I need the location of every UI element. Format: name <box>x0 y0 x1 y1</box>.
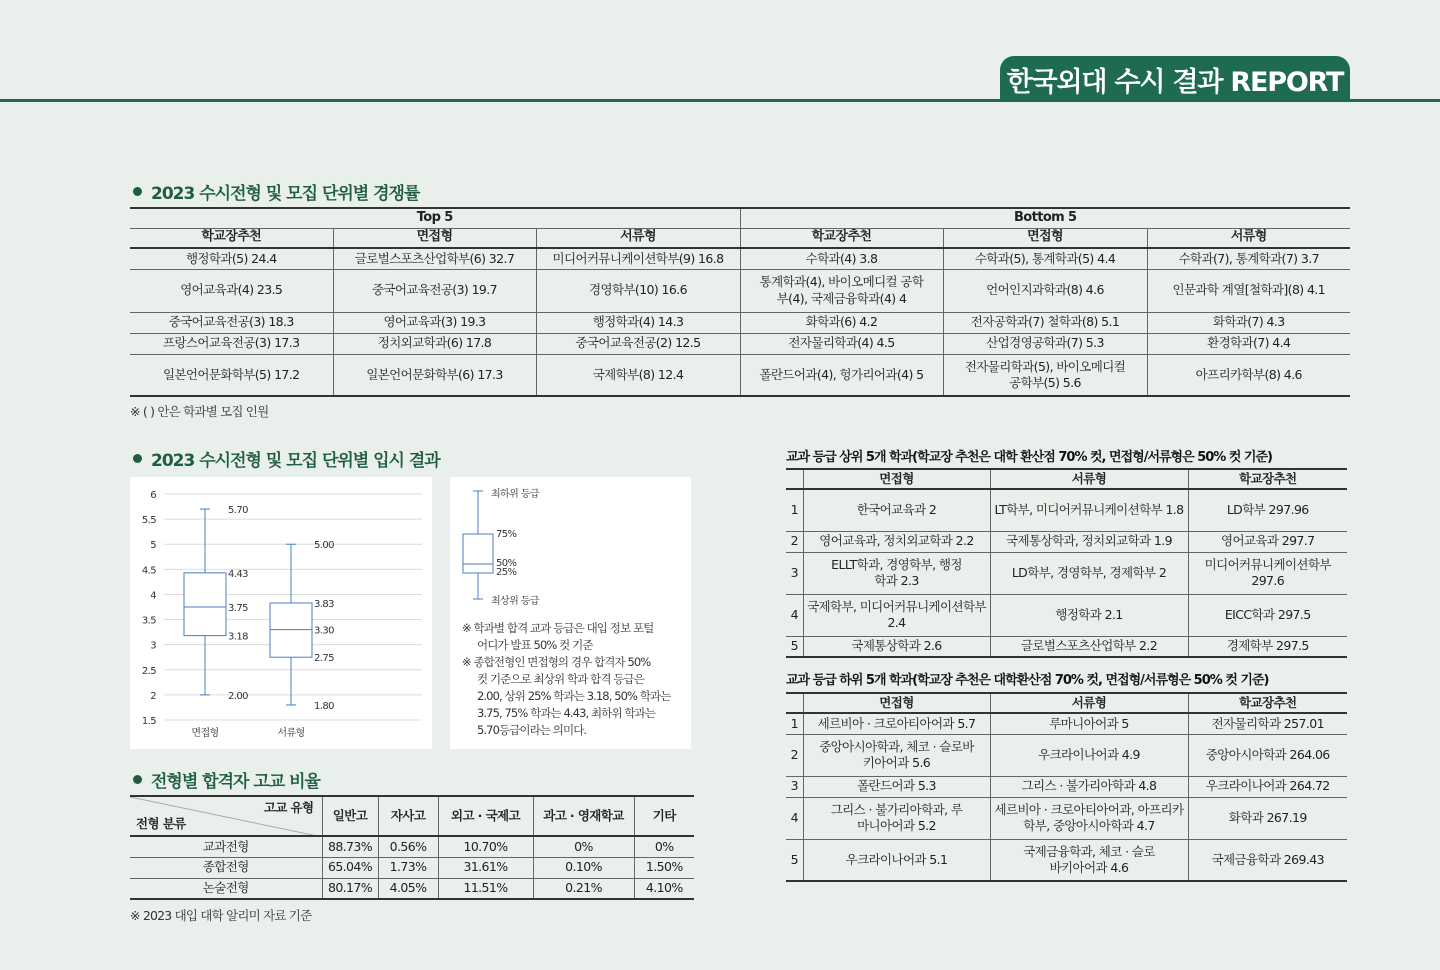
table-cell: 국제통상학과 2.6 <box>803 636 990 657</box>
legend-note-line: 5.70등급이라는 의미다. <box>477 723 587 737</box>
table-cell: 수학과(7), 통계학과(7) 3.7 <box>1147 248 1350 269</box>
table-cell: 국제학부, 미디어커뮤니케이션학부 2.4 <box>803 594 990 636</box>
table-cell: 행정학과(4) 14.3 <box>536 312 740 333</box>
section-title-competition <box>133 179 419 204</box>
competition-table <box>130 207 1350 397</box>
table-cell: 우크라이나어과 4.9 <box>990 734 1188 776</box>
table-cell: 영어교육과 297.7 <box>1188 531 1347 552</box>
column-header: 학교장추천 <box>130 228 333 248</box>
legend-worst: 최하위 등급 <box>491 489 539 500</box>
data-label: 2.00 <box>228 690 248 702</box>
ratio-corner-cell <box>130 796 322 836</box>
legend-note-line: 2.00, 상위 25% 학과는 3.18, 50% 학과는 <box>477 689 671 703</box>
row-label: 종합전형 <box>130 857 322 878</box>
y-tick-label: 5.5 <box>141 515 156 527</box>
table-cell: 글로벌스포츠산업학부 2.2 <box>990 636 1188 657</box>
table-cell: 영어교육과(4) 23.5 <box>130 269 333 312</box>
rank-cell: 5 <box>786 839 803 881</box>
column-header: 면접형 <box>803 693 990 713</box>
column-header: 서류형 <box>1147 228 1350 248</box>
box-iqr <box>270 603 312 657</box>
lower-table <box>786 692 1347 882</box>
legend-25: 25% <box>496 567 517 578</box>
table-cell: 중국어교육전공(3) 18.3 <box>130 312 333 333</box>
lower-header-row <box>786 693 1347 713</box>
table-row <box>130 836 694 857</box>
column-header: 면접형 <box>943 228 1147 248</box>
table-cell: 세르비아 · 크로아티아어과 5.7 <box>803 713 990 734</box>
table-cell: 통계학과(4), 바이오메디컬 공학부(4), 국제금융학과(4) 4 <box>740 269 943 312</box>
group-bottom5: Bottom 5 <box>740 208 1350 228</box>
data-label: 3.83 <box>314 598 334 610</box>
rank-header <box>786 469 803 489</box>
table-row <box>786 797 1347 839</box>
table-row <box>786 531 1347 552</box>
y-tick-label: 2 <box>150 690 156 702</box>
ratio-table <box>130 795 694 900</box>
table-cell: 영어교육과(3) 19.3 <box>333 312 536 333</box>
table-cell: ELLT학과, 경영학부, 행정학과 2.3 <box>803 552 990 594</box>
legend-note-line: 3.75, 75% 학과는 4.43, 최하위 학과는 <box>477 706 656 720</box>
ratio-header-row <box>130 796 694 836</box>
y-tick-label: 4 <box>150 590 156 602</box>
table-cell: 0% <box>634 836 694 857</box>
column-header: 서류형 <box>990 469 1188 489</box>
x-category-label: 서류형 <box>277 728 305 739</box>
table-cell: 정치외교학과(6) 17.8 <box>333 333 536 354</box>
table-cell: 한국어교육과 2 <box>803 489 990 531</box>
table-cell: 글로벌스포츠산업학부(6) 32.7 <box>333 248 536 269</box>
table-row <box>786 594 1347 636</box>
column-header: 서류형 <box>990 693 1188 713</box>
table-cell: 0.21% <box>533 878 634 899</box>
bullet-icon <box>133 775 142 784</box>
table-cell: 11.51% <box>438 878 533 899</box>
box-iqr <box>184 573 226 636</box>
table-cell: 4.05% <box>378 878 438 899</box>
rank-cell: 3 <box>786 552 803 594</box>
table-cell: 우크라이나어과 264.72 <box>1188 776 1347 797</box>
table-row <box>786 489 1347 531</box>
table-cell: 전자물리학과(4) 4.5 <box>740 333 943 354</box>
data-label: 5.00 <box>314 540 334 552</box>
table-cell: 인문과학 계열[철학과](8) 4.1 <box>1147 269 1350 312</box>
legend-box-rect <box>463 534 493 573</box>
rank-cell: 4 <box>786 797 803 839</box>
table-row <box>786 552 1347 594</box>
legend-svg <box>450 477 691 617</box>
row-label: 논술전형 <box>130 878 322 899</box>
legend-50: 50% <box>496 558 517 569</box>
legend-note-line: ※ 종합전형인 면접형의 경우 합격자 50% <box>462 655 651 669</box>
table-column-header <box>130 228 1350 248</box>
rank-cell: 1 <box>786 489 803 531</box>
table-cell: 그리스 · 불가리아학과, 루마니아어과 5.2 <box>803 797 990 839</box>
table-cell: 1.73% <box>378 857 438 878</box>
row-label: 교과전형 <box>130 836 322 857</box>
table-cell: 경영학부(10) 16.6 <box>536 269 740 312</box>
table-cell: 아프리카학부(8) 4.6 <box>1147 354 1350 396</box>
table-row <box>130 248 1350 269</box>
rank-cell: 3 <box>786 776 803 797</box>
corner-bottom-label: 전형 분류 <box>136 815 186 831</box>
table-row <box>130 312 1350 333</box>
table-cell: LD학부, 경영학부, 경제학부 2 <box>990 552 1188 594</box>
legend-note-line: 어디가 발표 50% 컷 기준 <box>477 638 593 652</box>
table-row <box>130 857 694 878</box>
table-cell: 수학과(4) 3.8 <box>740 248 943 269</box>
column-header: 자사고 <box>378 796 438 836</box>
section-title-results <box>133 446 440 471</box>
table-cell: 세르비아 · 크로아티아어과, 아프리카학부, 중앙아시아학과 4.7 <box>990 797 1188 839</box>
lower-title: 교과 등급 하위 5개 학과(학교장 추천은 대학환산점 70% 컷, 면접형/서류형은 50% 컷 기준) <box>786 673 1269 688</box>
y-tick-label: 3 <box>150 640 156 652</box>
table-cell: 중국어교육전공(2) 12.5 <box>536 333 740 354</box>
corner-top-label: 고교 유형 <box>263 800 314 815</box>
table-cell: 0.10% <box>533 857 634 878</box>
table-cell: 전자공학과(7) 철학과(8) 5.1 <box>943 312 1147 333</box>
boxplot-chart <box>130 477 432 749</box>
table-cell: 31.61% <box>438 857 533 878</box>
table-cell: 행정학과(5) 24.4 <box>130 248 333 269</box>
table-cell: 중앙아시아학과, 체코 · 슬로바키아어과 5.6 <box>803 734 990 776</box>
table-cell: 그리스 · 불가리아학과 4.8 <box>990 776 1188 797</box>
table-row <box>130 333 1350 354</box>
table-cell: 환경학과(7) 4.4 <box>1147 333 1350 354</box>
table-cell: 폴란드어과(4), 헝가리어과(4) 5 <box>740 354 943 396</box>
table-row <box>130 354 1350 396</box>
table-row <box>786 839 1347 881</box>
section-title-ratio <box>133 767 320 792</box>
data-label: 3.18 <box>228 631 248 643</box>
table-cell: 화학과 267.19 <box>1188 797 1347 839</box>
table-row <box>786 776 1347 797</box>
column-header: 서류형 <box>536 228 740 248</box>
table-cell: 중앙아시아학과 264.06 <box>1188 734 1347 776</box>
x-category-label: 면접형 <box>191 728 219 739</box>
section-title-text: 2023 수시전형 및 모집 단위별 경쟁률 <box>151 184 420 204</box>
table-cell: 일본언어문화학부(5) 17.2 <box>130 354 333 396</box>
legend-box <box>450 477 691 749</box>
table-cell: 폴란드어과 5.3 <box>803 776 990 797</box>
table-group-header <box>130 208 1350 228</box>
y-tick-label: 1.5 <box>141 716 156 727</box>
table-row <box>130 269 1350 312</box>
rank-cell: 4 <box>786 594 803 636</box>
table-cell: 언어인지과학과(8) 4.6 <box>943 269 1147 312</box>
data-label: 1.80 <box>314 700 334 712</box>
table-cell: LD학부 297.96 <box>1188 489 1347 531</box>
column-header: 면접형 <box>333 228 536 248</box>
column-header: 학교장추천 <box>1188 693 1347 713</box>
upper-header-row <box>786 469 1347 489</box>
table-cell: EICC학과 297.5 <box>1188 594 1347 636</box>
group-top5: Top 5 <box>130 208 740 228</box>
table-cell: 루마니아어과 5 <box>990 713 1188 734</box>
table-cell: 10.70% <box>438 836 533 857</box>
y-tick-label: 6 <box>150 490 156 501</box>
boxplot-svg <box>130 477 432 749</box>
data-label: 3.75 <box>228 603 248 614</box>
column-header: 일반고 <box>322 796 378 836</box>
table-cell: 65.04% <box>322 857 378 878</box>
table-cell: LT학부, 미디어커뮤니케이션학부 1.8 <box>990 489 1188 531</box>
upper-title: 교과 등급 상위 5개 학과(학교장 추천은 대학 환산점 70% 컷, 면접형/서류형은 50% 컷 기준) <box>786 450 1272 465</box>
table-cell: 국제통상학과, 정치외교학과 1.9 <box>990 531 1188 552</box>
table-cell: 국제금융학과 269.43 <box>1188 839 1347 881</box>
table-cell: 1.50% <box>634 857 694 878</box>
table-cell: 국제금융학과, 체코 · 슬로바키아어과 4.6 <box>990 839 1188 881</box>
table-row <box>786 636 1347 657</box>
data-label: 2.75 <box>314 653 334 665</box>
legend-best: 최상위 등급 <box>491 596 539 607</box>
ratio-note: ※ 2023 대입 대학 알리미 자료 기준 <box>130 908 312 923</box>
table-cell: 산업경영공학과(7) 5.3 <box>943 333 1147 354</box>
table-cell: 4.10% <box>634 878 694 899</box>
y-tick-label: 3.5 <box>141 615 156 627</box>
bullet-icon <box>133 187 142 196</box>
y-tick-label: 2.5 <box>141 665 156 677</box>
table-cell: 일본언어문화학부(6) 17.3 <box>333 354 536 396</box>
rank-cell: 5 <box>786 636 803 657</box>
table-cell: 화학과(7) 4.3 <box>1147 312 1350 333</box>
table-cell: 미디어커뮤니케이션학부(9) 16.8 <box>536 248 740 269</box>
column-header: 과고 · 영재학교 <box>533 796 634 836</box>
table-cell: 우크라이나어과 5.1 <box>803 839 990 881</box>
column-header: 학교장추천 <box>740 228 943 248</box>
legend-note-line: 컷 기준으로 최상위 학과 합격 등급은 <box>477 672 644 686</box>
column-header: 기타 <box>634 796 694 836</box>
table-cell: 화학과(6) 4.2 <box>740 312 943 333</box>
data-label: 3.30 <box>314 625 334 637</box>
rank-cell: 2 <box>786 734 803 776</box>
section-title-text: 2023 수시전형 및 모집 단위별 입시 결과 <box>151 451 440 471</box>
table-row <box>130 878 694 899</box>
table-cell: 수학과(5), 통계학과(5) 4.4 <box>943 248 1147 269</box>
table-cell: 88.73% <box>322 836 378 857</box>
table-cell: 행정학과 2.1 <box>990 594 1188 636</box>
table-cell: 80.17% <box>322 878 378 899</box>
data-label: 5.70 <box>228 505 248 517</box>
y-tick-label: 4.5 <box>141 565 156 577</box>
rank-cell: 1 <box>786 713 803 734</box>
table-cell: 프랑스어교육전공(3) 17.3 <box>130 333 333 354</box>
table-cell: 전자물리학과 257.01 <box>1188 713 1347 734</box>
competition-note: ※ ( ) 안은 학과별 모집 인원 <box>130 404 269 419</box>
table-cell: 0% <box>533 836 634 857</box>
legend-note-line: ※ 학과별 합격 교과 등급은 대입 정보 포털 <box>462 621 654 635</box>
table-cell: 0.56% <box>378 836 438 857</box>
rank-header <box>786 693 803 713</box>
column-header: 학교장추천 <box>1188 469 1347 489</box>
upper-table <box>786 468 1347 658</box>
bullet-icon <box>133 454 142 463</box>
table-cell: 중국어교육전공(3) 19.7 <box>333 269 536 312</box>
table-cell: 전자물리학과(5), 바이오메디컬공학부(5) 5.6 <box>943 354 1147 396</box>
column-header: 면접형 <box>803 469 990 489</box>
table-row <box>786 713 1347 734</box>
table-cell: 경제학부 297.5 <box>1188 636 1347 657</box>
data-label: 4.43 <box>228 568 248 580</box>
y-tick-label: 5 <box>150 540 156 552</box>
column-header: 외고 · 국제고 <box>438 796 533 836</box>
section-title-text: 전형별 합격자 고교 비율 <box>151 772 320 792</box>
header-title: 한국외대 수시 결과 REPORT <box>1000 56 1350 102</box>
table-cell: 영어교육과, 정치외교학과 2.2 <box>803 531 990 552</box>
table-cell: 국제학부(8) 12.4 <box>536 354 740 396</box>
table-row <box>786 734 1347 776</box>
table-cell: 미디어커뮤니케이션학부 297.6 <box>1188 552 1347 594</box>
rank-cell: 2 <box>786 531 803 552</box>
legend-75: 75% <box>496 529 517 540</box>
